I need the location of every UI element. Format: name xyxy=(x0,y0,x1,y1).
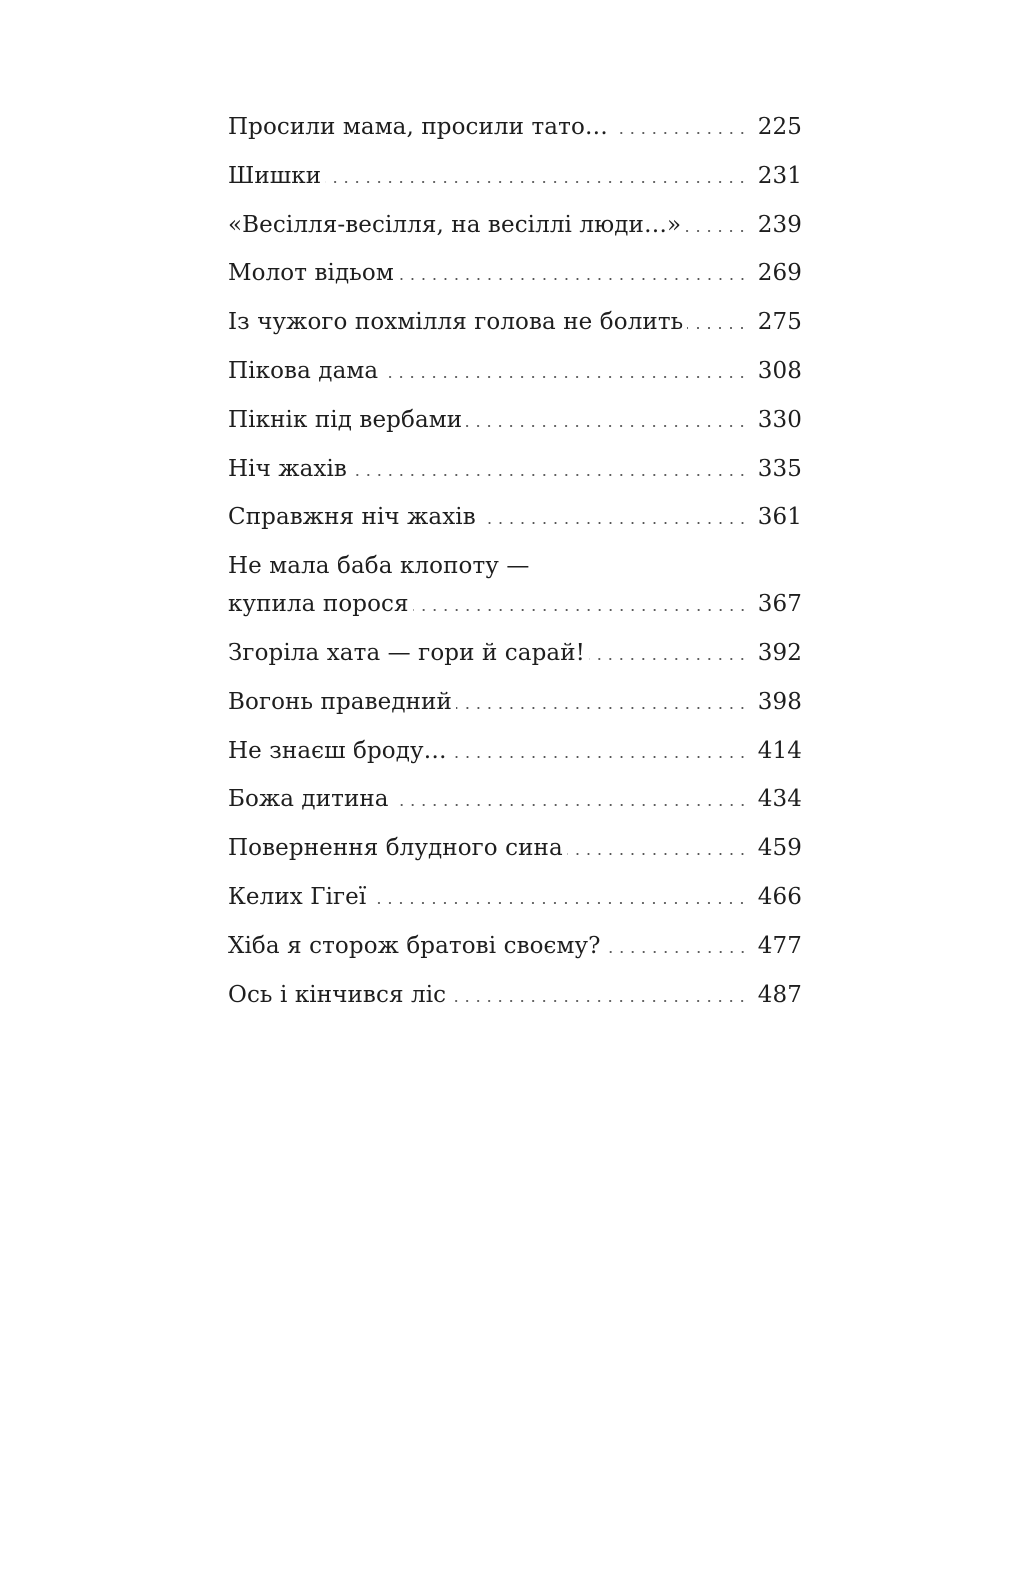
toc-entry-page: 398 xyxy=(757,688,802,715)
toc-entry[interactable] xyxy=(228,210,802,240)
toc-entry-page: 361 xyxy=(757,504,802,531)
toc-entry-page: 239 xyxy=(757,211,802,238)
dot-leader xyxy=(370,902,747,904)
dot-leader xyxy=(567,853,748,855)
toc-entry-title: «Весілля-весілля, на весіллі люди…» xyxy=(228,211,682,238)
toc-entry[interactable] xyxy=(228,784,802,814)
toc-entry-page: 275 xyxy=(757,309,802,336)
dot-leader xyxy=(685,230,748,232)
toc-entry-page: 330 xyxy=(757,406,802,433)
toc-entry-title: Шишки xyxy=(228,162,322,189)
toc-entry[interactable] xyxy=(228,638,802,668)
toc-entry[interactable] xyxy=(228,687,802,717)
toc-entry-page: 414 xyxy=(757,737,802,764)
toc-entry[interactable] xyxy=(228,356,802,386)
toc-entry-title: Молот відьом xyxy=(228,260,394,287)
toc-entry-title: Повернення блудного сина xyxy=(228,835,563,862)
toc-entry-title: Згоріла хата — гори й сарай! xyxy=(228,639,585,666)
toc-entry-title: Ніч жахів xyxy=(228,455,347,482)
toc-entry-page: 477 xyxy=(757,932,802,959)
toc-entry-title: Із чужого похмілля голова не болить xyxy=(228,309,684,336)
toc-entry[interactable] xyxy=(228,833,802,863)
toc-entry-title: Не знаєш броду… xyxy=(228,737,447,764)
toc-entry[interactable] xyxy=(228,161,802,191)
table-of-contents xyxy=(228,112,802,1028)
dot-leader xyxy=(605,951,748,953)
dot-leader xyxy=(456,707,748,709)
toc-entry-title: Божа дитина xyxy=(228,786,389,813)
dot-leader xyxy=(451,756,748,758)
dot-leader xyxy=(589,658,748,660)
toc-entry-page: 434 xyxy=(757,786,802,813)
toc-entry-page: 335 xyxy=(757,455,802,482)
toc-entry-page: 466 xyxy=(757,883,802,910)
toc-entry-title: Ось і кінчився ліс xyxy=(228,981,447,1008)
dot-leader xyxy=(351,474,748,476)
toc-entry-page: 308 xyxy=(757,357,802,384)
toc-entry[interactable] xyxy=(228,551,802,619)
toc-entry-title: Келих Гігеї xyxy=(228,883,367,910)
toc-entry[interactable] xyxy=(228,736,802,766)
toc-entry-page: 459 xyxy=(757,835,802,862)
toc-entry[interactable] xyxy=(228,931,802,961)
dot-leader xyxy=(450,1000,748,1002)
toc-entry-page: 225 xyxy=(757,114,802,140)
dot-leader xyxy=(612,132,748,134)
toc-entry[interactable] xyxy=(228,112,802,142)
toc-entry[interactable] xyxy=(228,258,802,288)
dot-leader xyxy=(382,376,748,378)
toc-entry-title: Вогонь праведний xyxy=(228,688,452,715)
toc-entry-page: 487 xyxy=(757,981,802,1008)
toc-entry-title-line1: Не мала баба клопоту — xyxy=(228,553,530,580)
toc-entry-page: 231 xyxy=(757,162,802,189)
dot-leader xyxy=(466,425,748,427)
dot-leader xyxy=(393,804,748,806)
toc-entry[interactable] xyxy=(228,307,802,337)
toc-entry[interactable] xyxy=(228,405,802,435)
toc-entry-title: Хіба я сторож братові своєму? xyxy=(228,932,601,959)
toc-entry-page: 269 xyxy=(757,260,802,287)
dot-leader xyxy=(398,278,748,280)
toc-entry[interactable] xyxy=(228,454,802,484)
dot-leader xyxy=(480,522,748,524)
toc-entry-title: Пікова дама xyxy=(228,357,379,384)
toc-entry-line2 xyxy=(228,589,802,619)
toc-entry-title: Справжня ніч жахів xyxy=(228,504,476,531)
toc-entry-title: Пікнік під вербами xyxy=(228,406,463,433)
toc-entry[interactable] xyxy=(228,502,802,532)
dot-leader xyxy=(413,609,748,611)
dot-leader xyxy=(687,327,748,329)
toc-entry[interactable] xyxy=(228,882,802,912)
toc-entry[interactable] xyxy=(228,980,802,1010)
dot-leader xyxy=(325,181,748,183)
toc-entry-title-line2: купила порося xyxy=(228,591,409,618)
toc-entry-page: 392 xyxy=(757,639,802,666)
toc-entry-title: Просили мама, просили тато… xyxy=(228,114,608,140)
toc-entry-page: 367 xyxy=(757,591,802,618)
